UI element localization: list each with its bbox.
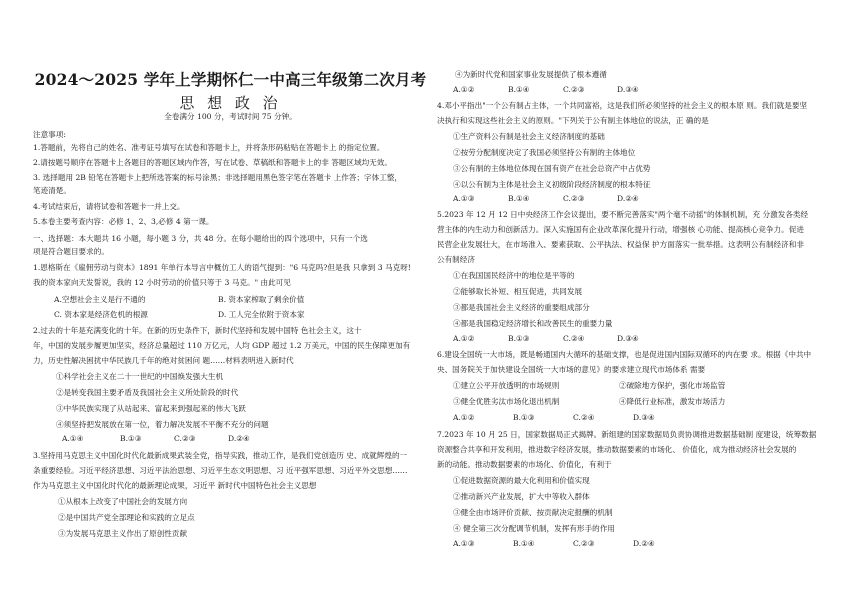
q6-statement-2: ②破除地方保护，强化市场监管	[619, 381, 726, 390]
q4-option-c: C.②③	[563, 194, 585, 203]
q5-statement-4: ④都是我国稳定经济增长和改善民生的重要力量	[453, 319, 613, 328]
q6-stem: 6.建设全国统一大市场，既是畅通国内大循环的基础支撑，也是促进国内国际双循环的内在要 求。根据《中共中	[437, 350, 812, 359]
q5-stem: 营主体的内生动力和创新活力。深入实施国有企业改革深化提升行动，增强核 心功能、提高核心竞争力。促进	[437, 225, 804, 234]
page-title: 2024～2025 学年上学期怀仁一中高三年级第二次月考	[34, 70, 427, 89]
q2-option-d: D.②④	[228, 434, 250, 443]
q4-statement-4: ④以公有制为主体是社会主义初级阶段经济制度的根本特征	[453, 180, 651, 189]
q7-option-a: A.①③	[453, 539, 475, 548]
q2-stem: 2.过去的十年是充满变化的十年。在新的历史条件下，新时代坚持和发展中国特 色社会主义，这十	[33, 326, 362, 335]
q5-statement-2: ②能够取长补短、相互促进，共同发展	[453, 287, 583, 296]
q7-option-b: B.①④	[513, 539, 535, 548]
q7-stem: 7.2023 年 10 月 25 日，国家数据局正式揭牌。新组建的国家数据局负责协调推进数据基础制 度建设，统筹数据	[437, 430, 817, 439]
q3-option-a: A.①②	[453, 85, 475, 94]
q3-option-b: B.①④	[508, 85, 530, 94]
q7-option-c: C.②③	[573, 539, 595, 548]
q5-stem: 民营企业发展壮大，在市场准入、要素获取、公平执法、权益保 护方面落实一批举措。这表明公有制经济和非	[437, 240, 804, 249]
q5-option-c: C.②④	[563, 334, 585, 343]
section-heading-cont: 项是符合题目要求的。	[33, 247, 109, 256]
notes-heading: 注意事项:	[33, 130, 66, 139]
q3-option-c: C.②③	[563, 85, 585, 94]
q1-option-b: B. 资本家榨取了剩余价值	[218, 295, 305, 304]
note-3-cont: 笔迹清楚。	[33, 186, 71, 195]
q2-statement-1: ①科学社会主义在二十一世纪的中国焕发强大生机	[56, 372, 224, 381]
q6-stem: 央、国务院关于加快建设全国统一大市场的意见》的要求建立现代市场体系 需要	[437, 365, 706, 374]
q6-statement-3: ③健全优胜劣汰市场化退出机制	[453, 397, 560, 406]
q3-statement-4: ④为新时代党和国家事业发展提供了根本遵循	[455, 70, 607, 79]
q2-stem: 年，中国的发展步履更加坚实，经济总量超过 110 万亿元，人均 GDP 超过 1.2 万美元，中国的民生保障更加有	[33, 341, 411, 350]
q3-stem: 作为马克思主义中国化时代化的最新理论成果，习近平 新时代中国特色社会主义思想	[33, 481, 317, 490]
q7-option-d: D.②④	[633, 539, 655, 548]
q2-stem: 力，历史性解决困扰中华民族几千年的绝对贫困问 题……材料表明进入新时代	[33, 356, 294, 365]
note-3: 3. 选择题用 2B 铅笔在答题卡上把所选答案的标号涂黑；非选择题用黑色签字笔在答题卡 上作答；字体工整，	[33, 173, 403, 182]
q3-stem: 条重要经验。习近平经济思想、习近平法治思想、习近平生态文明思想、习 近平强军思想、习近平外交思想……	[33, 466, 408, 475]
q4-stem: 决执行和实现这些社会主义的原则。"下列关于公有制主体地位的说法，正 确的是	[437, 116, 709, 125]
q4-statement-2: ②按劳分配制度决定了我国必须坚持公有制的主体地位	[453, 148, 636, 157]
q1-stem: 1.恩格斯在《雇佣劳动与资本》1891 年单行本导言中概仿工人的语气提到："6 马克吗?但是我 只拿到 3 马克呀!	[33, 263, 411, 272]
q1-option-d: D. 工人完全依附于资本家	[218, 310, 305, 319]
q2-statement-4: ④须坚持把发展放在第一位，着力解决发展不平衡不充分的问题	[56, 420, 269, 429]
section-heading: 一、选择题：本大题共 16 小题，每小题 3 分，共 48 分。在每小题给出的四个选项中，只有一个选	[33, 234, 368, 243]
q6-option-c: C.②④	[573, 413, 595, 422]
q1-stem: 我的资本家向天发誓说，我的 12 小时劳动的价值只等于 3 马克。" 由此可见	[33, 278, 291, 287]
q6-option-a: A.①②	[453, 413, 475, 422]
q3-option-d: D.③④	[617, 85, 639, 94]
q7-statement-4: ④ 健全第三次分配调节机制，发挥有形手的作用	[453, 524, 615, 533]
q2-option-b: B.①③	[120, 434, 142, 443]
q2-option-a: A.①④	[62, 434, 84, 443]
page-subtitle: 思 想 政 治	[179, 94, 282, 112]
q3-statement-2: ②是中国共产党全部理论和实践的立足点	[58, 513, 195, 522]
q7-statement-2: ②推动新兴产业发展，扩大中等收入群体	[453, 492, 590, 501]
q6-statement-1: ①建立公平开放透明的市场规则	[453, 381, 560, 390]
q5-option-b: B.①③	[508, 334, 530, 343]
q6-statement-4: ④降低行业标准，激发市场活力	[619, 397, 726, 406]
q2-statement-3: ③中华民族实现了从站起来、富起来到强起来的伟大飞跃	[56, 404, 246, 413]
q7-stem: 新的动能。推动数据要素的市场化、价值化，有利于	[437, 460, 612, 469]
q6-option-d: D.③④	[633, 413, 655, 422]
q6-option-b: B.①③	[513, 413, 535, 422]
q2-option-c: C.②③	[174, 434, 196, 443]
score-time: 全卷满分 100 分，考试时间 75 分钟。	[164, 112, 297, 121]
q5-option-d: D.③④	[617, 334, 639, 343]
q1-option-c: C. 资本家是经济危机的根源	[54, 310, 148, 319]
q5-stem: 公有制经济	[437, 255, 475, 264]
note-2: 2.请按题号顺序在答题卡上各题目的答题区域内作答，写在试卷、草稿纸和答题卡上的非 答题区域均无效。	[33, 158, 392, 167]
q1-option-a: A.空想社会主义是行不通的	[54, 295, 146, 304]
q2-statement-2: ②是转变我国主要矛盾及我国社会主义所处阶段的时代	[56, 388, 239, 397]
q4-option-a: A.①③	[453, 194, 475, 203]
q5-option-a: A.①②	[453, 334, 475, 343]
q7-stem: 资源整合共享和开发利用，推进数字经济发展，推动数据要素的市场化、 价值化，成为推动经济社会发展的	[437, 445, 797, 454]
q5-statement-1: ①在我国国民经济中的地位是平等的	[453, 271, 575, 280]
note-4: 4.考试结束后，请将试卷和答题卡一并上交。	[33, 202, 185, 211]
q3-statement-1: ①从根本上改变了中国社会的发展方向	[58, 497, 188, 506]
q3-statement-3: ③为发展马克思主义作出了原创性贡献	[58, 529, 188, 538]
note-5: 5.本卷主要考查内容：必修 1、2、3,必修 4 第一课。	[33, 217, 214, 226]
q4-option-d: D.②④	[617, 194, 639, 203]
q5-stem: 5.2023 年 12 月 12 日中央经济工作会议提出，要不断完善落实"两个毫不动摇"的体制机制，充 分激发各类经	[437, 210, 809, 219]
q4-statement-3: ③公有制的主体地位体现在国有资产在社会总资产中占优势	[453, 164, 651, 173]
q4-statement-1: ①生产资料公有制是社会主义经济制度的基础	[453, 132, 605, 141]
note-1: 1.答题前，先将自己的姓名、准考证号填写在试卷和答题卡上，并将条形码粘贴在答题卡上 的指定位置。	[33, 143, 385, 152]
q3-stem: 3.坚持用马克思主义中国化时代化最新成果武装全党，指导实践，推动工作，是我们党创造历 史、成就辉煌的一	[33, 451, 408, 460]
q7-statement-1: ①促进数据资源的最大化利用和价值实现	[453, 476, 590, 485]
q4-stem: 4.邓小平指出"一个公有制占主体，一个共同富裕，这是我们所必须坚持的社会主义的根本原 则。我们就是要坚	[437, 101, 808, 110]
q5-statement-3: ③都是我国社会主义经济的重要组成部分	[453, 303, 590, 312]
q7-statement-3: ③健全由市场评价贡献、按贡献决定报酬的机制	[453, 508, 613, 517]
q4-option-b: B.①④	[508, 194, 530, 203]
